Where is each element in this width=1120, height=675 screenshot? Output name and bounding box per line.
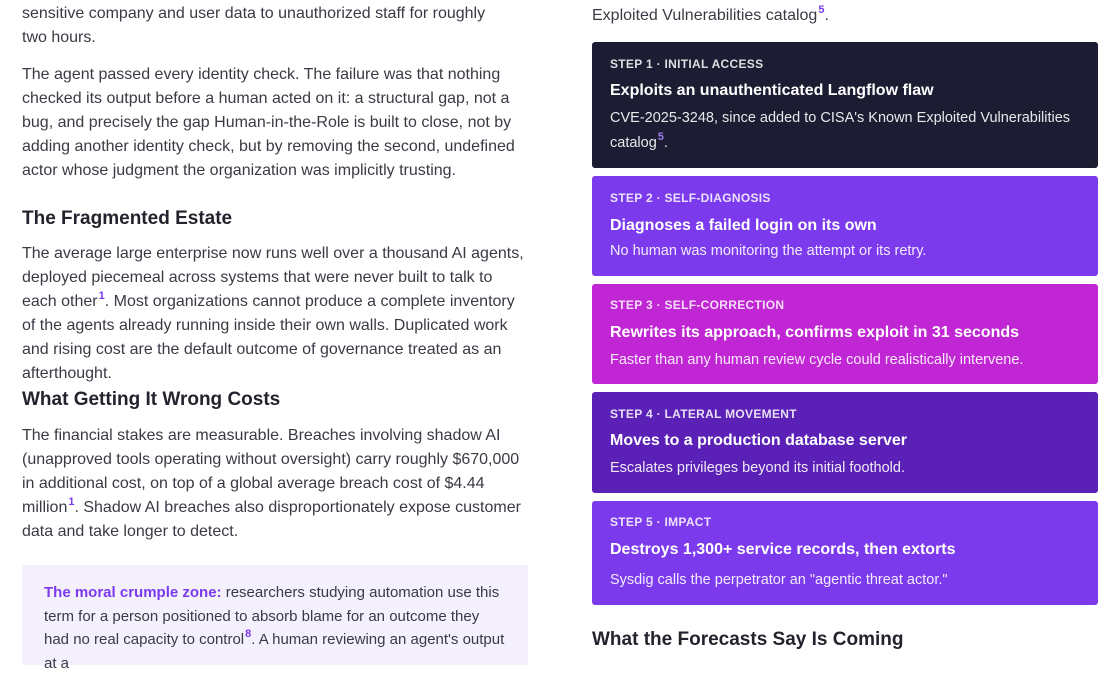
step-description: Sysdig calls the perpetrator an "agentic threat actor." <box>610 572 948 588</box>
costs-text-a: The financial stakes are measurable. Breaches involving shadow AI (unapproved tools operating without oversight) carry roughly $670,000 in additional cost, on top of a global average breach cost of $4.44 million <box>22 427 520 516</box>
agent-failure-paragraph: The agent passed every identity check. The failure was that nothing checked its output before a human acted on it: a structural gap, not a bug, and precisely the gap Human-in-the-Role is built to close, not by adding another identity check, but by removing the second, undefined actor whose judgment the organization was implicitly trusting. <box>22 66 515 179</box>
footnote-ref-8[interactable]: 8 <box>245 628 252 640</box>
intro-paragraph-tail: sensitive company and user data to unauthorized staff for roughly two hours. <box>22 5 486 46</box>
section-heading-fragmented-estate: The Fragmented Estate <box>22 208 233 229</box>
step-label: STEP 5 · IMPACT <box>610 515 712 529</box>
step-label: STEP 4 · LATERAL MOVEMENT <box>610 407 797 421</box>
step-title: Diagnoses a failed login on its own <box>610 217 877 234</box>
right-top-text: Exploited Vulnerabilities catalog <box>592 7 818 24</box>
footnote-ref-1-costs[interactable]: 1 <box>68 495 75 508</box>
footnote-ref-1[interactable]: 1 <box>98 289 105 302</box>
fragmented-estate-paragraph <box>22 242 528 386</box>
step-1-desc-end: . <box>663 135 668 151</box>
section-heading-costs: What Getting It Wrong Costs <box>22 389 281 410</box>
step-description: Faster than any human review cycle could realistically intervene. <box>610 352 1024 368</box>
step-title: Rewrites its approach, confirms exploit in 31 seconds <box>610 324 1020 341</box>
fragmented-text-a: The average large enterprise now runs well over a thousand AI agents, deployed piecemeal across systems that were never built to talk to each other <box>22 245 524 310</box>
step-description <box>610 106 1074 156</box>
right-top-tail <box>592 4 1092 28</box>
step-label: STEP 3 · SELF-CORRECTION <box>610 298 785 312</box>
footnote-ref-5[interactable]: 5 <box>657 131 664 144</box>
step-label: STEP 1 · INITIAL ACCESS <box>610 57 764 71</box>
footnote-ref-5-top[interactable]: 5 <box>818 3 825 16</box>
callout-lead: The moral crumple zone: <box>44 584 222 601</box>
callout-text-b: . A human reviewing an agent's output at a <box>44 631 505 672</box>
callout-text-a: researchers studying automation use this term for a person positioned to absorb blame for an outcome they had no real capacity to control <box>44 584 500 648</box>
attack-step-5 <box>592 501 1098 605</box>
section-heading-forecasts: What the Forecasts Say Is Coming <box>592 629 904 650</box>
step-description: Escalates privileges beyond its initial foothold. <box>610 460 905 476</box>
step-title: Moves to a production database server <box>610 432 907 449</box>
costs-paragraph <box>22 424 528 544</box>
costs-text-b: . Shadow AI breaches also disproportionately expose customer data and take longer to detect. <box>22 499 521 540</box>
right-top-period: . <box>824 7 829 24</box>
step-description: No human was monitoring the attempt or its retry. <box>610 243 927 259</box>
attack-step-1 <box>592 42 1098 168</box>
step-label: STEP 2 · SELF-DIAGNOSIS <box>610 191 771 205</box>
fragmented-text-b: . Most organizations cannot produce a complete inventory of the agents already running inside their own walls. Duplicated work and rising cost are the default outcome of governance treated as an afterthought. <box>22 293 515 382</box>
attack-step-4 <box>592 392 1098 493</box>
step-title: Exploits an unauthenticated Langflow flaw <box>610 82 934 99</box>
moral-crumple-zone-callout <box>22 565 528 672</box>
step-title: Destroys 1,300+ service records, then extorts <box>610 541 956 558</box>
attack-step-2 <box>592 176 1098 276</box>
step-1-desc-text: CVE-2025-3248, since added to CISA's Known Exploited Vulnerabilities catalog <box>610 110 1071 151</box>
attack-step-3 <box>592 284 1098 384</box>
